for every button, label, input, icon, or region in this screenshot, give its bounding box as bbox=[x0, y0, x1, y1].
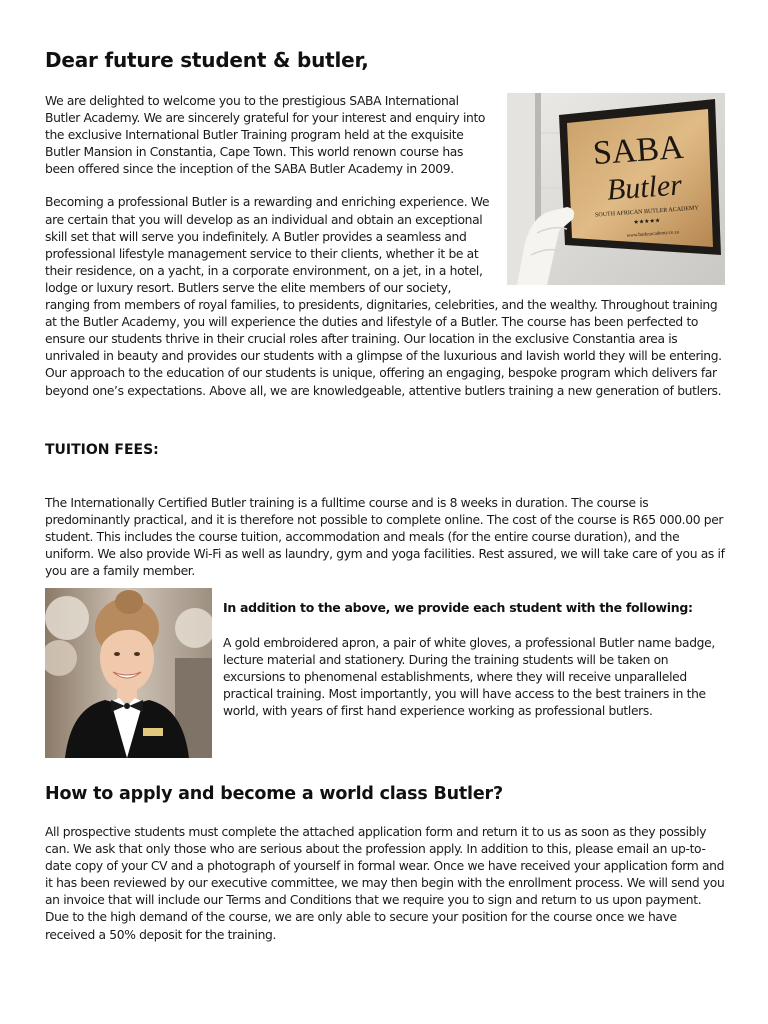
tuition-heading: TUITION FEES: bbox=[45, 442, 159, 458]
sign-text-url: www.butleracademy.co.za bbox=[626, 230, 680, 239]
sign-text-academy: SOUTH AFRICAN BUTLER ACADEMY bbox=[594, 205, 699, 219]
apply-paragraph: All prospective students must complete the attached application form and return it to us as soon as they possibly can. We ask that only those who are serious about the profession apply. In addition to this, please email an up-to-date copy of your CV and a photograph of yourself in formal wear. Once we have received your application form and it has been reviewed by our executive committee, we may then begin with the enrollment process. We will send you an invoice that will include our Terms and Conditions that we require you to sign and return to us upon payment. Due to the high demand of the course, we are only able to secure your position for the course once we have received a 50% deposit for the training. bbox=[45, 825, 725, 942]
greeting-heading: Dear future student & butler, bbox=[45, 48, 369, 72]
student-photo bbox=[45, 588, 212, 758]
apply-heading: How to apply and become a world class Butler? bbox=[45, 784, 503, 804]
provide-paragraph: A gold embroidered apron, a pair of white gloves, a professional Butler name badge, lecture material and stationery. During the training students will be taken on excursions to phenomenal establishments, where they will receive unparalleled practical training. Most importantly, you will have access to the best trainers in the world, with years of first hand experience working as professional butlers. bbox=[223, 636, 715, 719]
saba-sign-photo bbox=[507, 93, 725, 285]
intro-section bbox=[45, 93, 725, 416]
experience-paragraph: Becoming a professional Butler is a rewarding and enriching experience. We are certain that you will develop as an individual and obtain an exceptional skill set that will serve you indefinitely. A Butler provides a seamless and professional lifestyle management service to their clients, whether it be at their residence, on a yacht, in a corporate environment, on a jet, in a hotel, lodge or luxury resort. Butlers serve the elite members of our society, ranging from members of royal families, to presidents, dignitaries, celebrities, and the wealthy. Throughout training at the Butler Academy, you will experience the duties and lifestyle of a Butler. The course has been perfected to ensure our students thrive in their crucial roles after training. Our location in the exclusive Constantia area is unrivaled in beauty and provides our students with a glimpse of the luxurious and lavish world they will be entering. Our approach to the education of our students is unique, offering an engaging, bespoke program which delivers far beyond one’s expectations. Above all, we are knowledgeable, attentive butlers training a new generation of butlers. bbox=[45, 195, 722, 398]
sign-text-stars: ★★★★★ bbox=[633, 217, 661, 226]
tuition-paragraph: The Internationally Certified Butler training is a fulltime course and is 8 weeks in duration. The course is predominantly practical, and it is therefore not possible to complete online. The cost of the course is R65 000.00 per student. This includes the course tuition, accommodation and meals (for the entire course duration), and the uniform. We also provide Wi-Fi as well as laundry, gym and yoga facilities. Rest assured, we will take care of you as if you are a family member. bbox=[45, 496, 725, 579]
provide-heading: In addition to the above, we provide each student with the following: bbox=[223, 600, 693, 615]
sign-text-butler: Butler bbox=[605, 168, 683, 207]
intro-paragraph: We are delighted to welcome you to the prestigious SABA International Butler Academy. We are sincerely grateful for your interest and enquiry into the exclusive International Butler Training program held at the exquisite Butler Mansion in Constantia, Cape Town. This world renown course has been offered since the inception of the SABA Butler Academy in 2009. bbox=[45, 94, 486, 177]
sign-text-saba: SABA bbox=[591, 128, 685, 173]
